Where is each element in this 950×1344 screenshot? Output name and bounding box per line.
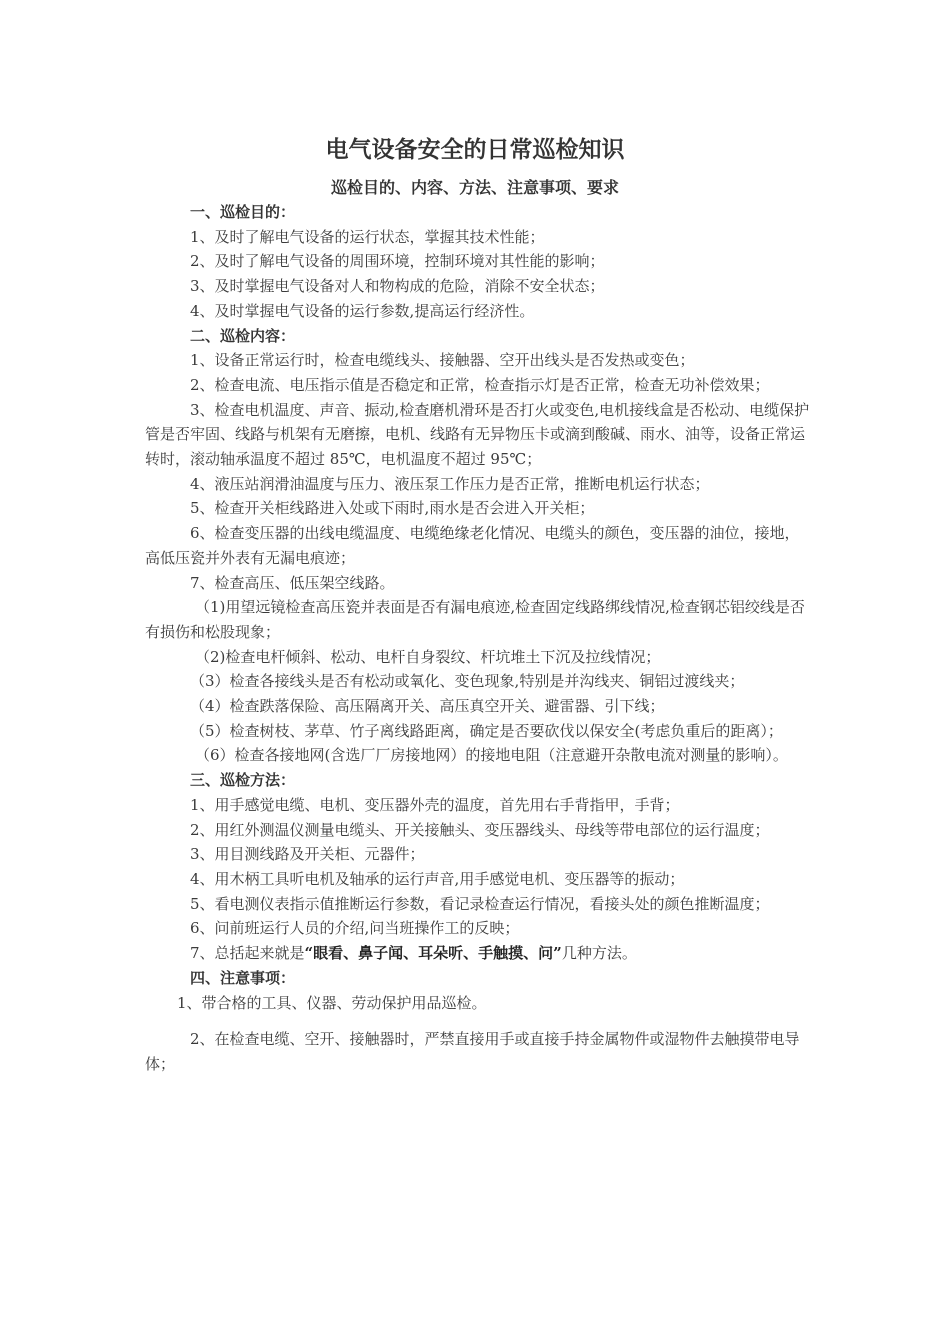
- paragraph: 2、在检查电缆、空开、接触器时，严禁直接用手或直接手持金属物件或湿物件去触摸带电导体；: [145, 1030, 800, 1073]
- paragraph: 1、及时了解电气设备的运行状态，掌握其技术性能；: [190, 227, 545, 246]
- section-heading-method: 三、巡检方法：: [190, 771, 296, 790]
- document-title: 电气设备安全的日常巡检知识: [325, 137, 625, 163]
- paragraph: 3、及时掌握电气设备对人和物构成的危险，消除不安全状态；: [190, 277, 605, 296]
- section-heading-notes: 四、注意事项：: [190, 968, 296, 987]
- sub-paragraph: （6）检查各接地网(含选厂厂房接地网）的接地电阻（注意避开杂散电流对测量的影响）。: [195, 746, 788, 765]
- document-body: [145, 200, 810, 1077]
- sub-paragraph: （3）检查各接线头是否有松动或氧化、变色现象,特别是并沟线夹、铜铝过渡线夹；: [190, 672, 745, 691]
- paragraph: 6、检查变压器的出线电缆温度、电缆绝缘老化情况、电缆头的颜色，变压器的油位，接地，高低压瓷并外表有无漏电痕迹；: [145, 524, 800, 567]
- paragraph: 6、问前班运行人员的介绍,问当班操作工的反映；: [190, 919, 520, 938]
- paragraph: 4、液压站润滑油温度与压力、液压泵工作压力是否正常，推断电机运行状态；: [190, 474, 710, 493]
- paragraph: 5、检查开关柜线路进入处或下雨时,雨水是否会进入开关柜；: [190, 499, 595, 518]
- section-heading-content: 二、巡检内容：: [190, 326, 296, 345]
- paragraph: 2、及时了解电气设备的周围环境，控制环境对其性能的影响；: [190, 252, 605, 271]
- sub-paragraph: （5）检查树枝、茅草、竹子离线路距离，确定是否要砍伐以保安全(考虑负重后的距离）；: [190, 721, 783, 740]
- section-heading-purpose: 一、巡检目的：: [190, 203, 296, 221]
- paragraph: 1、带合格的工具、仪器、劳动保护用品巡检。: [177, 993, 487, 1012]
- paragraph: 2、用红外测温仪测量电缆头、开关接触头、变压器线头、母线等带电部位的运行温度；: [190, 820, 770, 839]
- paragraph: 3、检查电机温度、声音、振动,检查磨机滑环是否打火或变色,电机接线盒是否松动、电缆保护管是否牢固、线路与机架有无磨擦，电机、线路有无异物压卡或滴到酸碱、雨水、油等，设备正常运转时，滚动轴承温度不超过 85℃，电机温度不超过 95℃；: [145, 400, 810, 469]
- sub-paragraph: （2)检查电杆倾斜、松动、电杆自身裂纹、杆坑堆土下沉及拉线情况；: [195, 647, 661, 666]
- document-subtitle: 巡检目的、内容、方法、注意事项、要求: [330, 178, 619, 197]
- paragraph: 4、及时掌握电气设备的运行参数,提高运行经济性。: [190, 301, 535, 320]
- sub-paragraph: （1)用望远镜检查高压瓷并表面是否有漏电痕迹,检查固定线路绑线情况,检查钢芯铝绞线是否有损伤和松股现象；: [145, 598, 805, 641]
- summary-emphasis: “眼看、鼻子闻、耳朵听、手触摸、问”: [304, 944, 562, 963]
- sub-paragraph: （4）检查跌落保险、高压隔离开关、高压真空开关、避雷器、引下线；: [190, 697, 665, 716]
- paragraph: 1、用手感觉电缆、电机、变压器外壳的温度，首先用右手背指甲，手背；: [190, 795, 680, 814]
- paragraph: 2、检查电流、电压指示值是否稳定和正常，检查指示灯是否正常，检查无功补偿效果；: [190, 375, 770, 394]
- summary-prefix: 7、总括起来就是: [190, 944, 305, 963]
- paragraph: 5、看电测仪表指示值推断运行参数，看记录检查运行情况，看接头处的颜色推断温度；: [190, 894, 770, 913]
- paragraph: 1、设备正常运行时，检查电缆线头、接触器、空开出线头是否发热或变色；: [190, 351, 695, 370]
- paragraph: 4、用木柄工具听电机及轴承的运行声音,用手感觉电机、变压器等的振动；: [190, 869, 685, 888]
- summary-paragraph: [145, 941, 810, 966]
- paragraph: 3、用目测线路及开关柜、元器件；: [190, 845, 425, 864]
- paragraph: 7、检查高压、低压架空线路。: [190, 573, 395, 592]
- summary-suffix: 几种方法。: [561, 944, 637, 963]
